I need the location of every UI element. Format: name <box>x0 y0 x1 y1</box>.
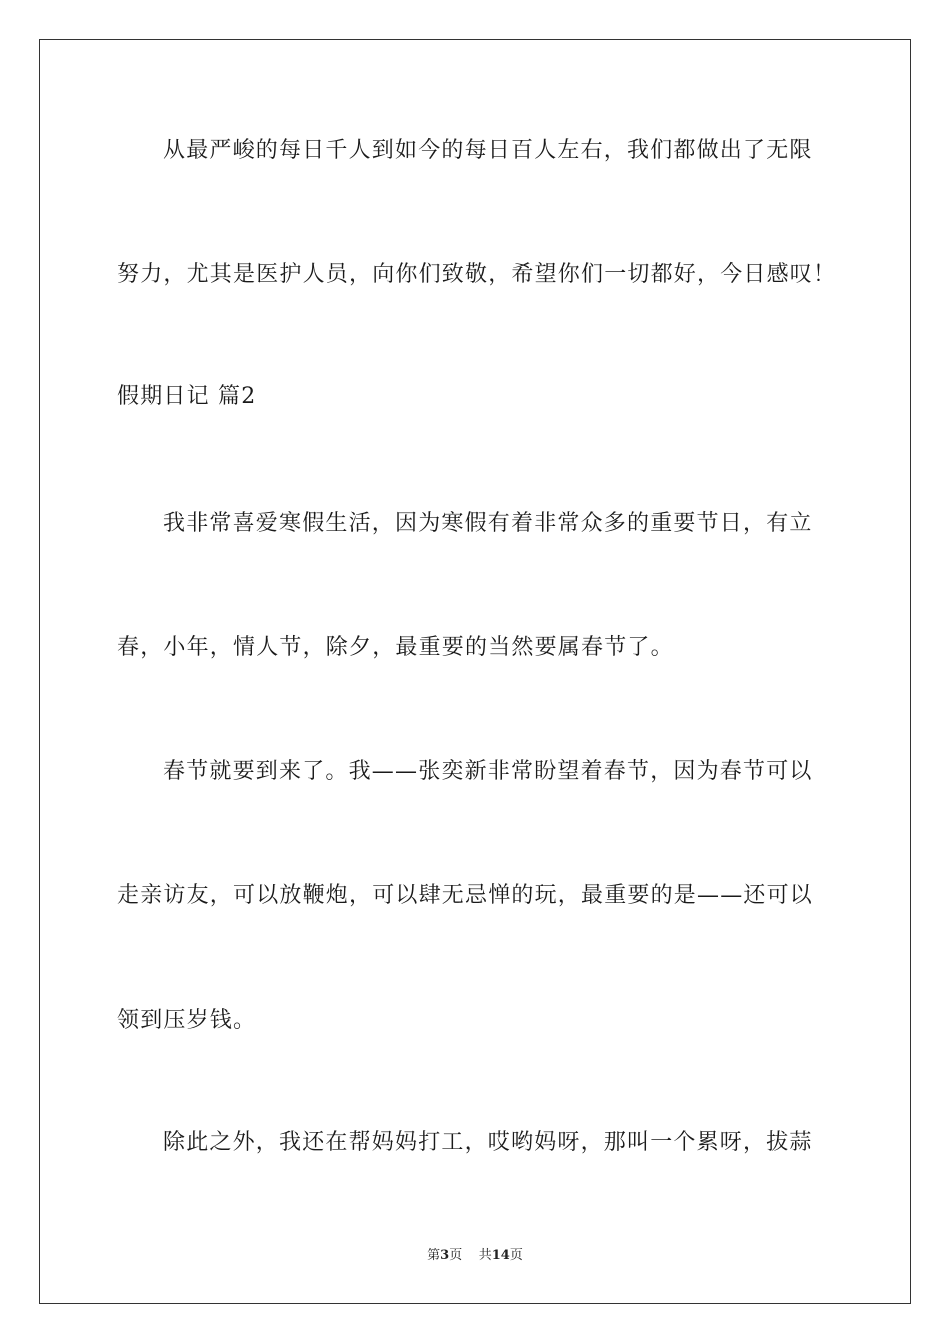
page-border <box>39 39 911 1304</box>
total-prefix: 共 <box>478 1248 492 1263</box>
total-suffix: 页 <box>509 1248 523 1263</box>
paragraph-line-4: 春，小年，情人节，除夕，最重要的当然要属春节了。 <box>117 635 674 660</box>
paragraph-line-7: 领到压岁钱。 <box>117 1008 257 1033</box>
paragraph-line-8: 除此之外，我还在帮妈妈打工，哎哟妈呀，那叫一个累呀，拔蒜 <box>163 1130 813 1155</box>
paragraph-line-1: 从最严峻的每日千人到如今的每日百人左右，我们都做出了无限 <box>163 138 813 163</box>
total-pages: 14 <box>491 1248 510 1263</box>
paragraph-line-5: 春节就要到来了。我——张奕新非常盼望着春节，因为春节可以 <box>163 759 813 784</box>
page-footer <box>0 1247 950 1265</box>
page-prefix: 第 <box>427 1248 441 1263</box>
section-heading: 假期日记 篇2 <box>117 384 257 409</box>
paragraph-line-2: 努力，尤其是医护人员，向你们致敬，希望你们一切都好，今日感叹！ <box>117 262 837 287</box>
paragraph-line-3: 我非常喜爱寒假生活，因为寒假有着非常众多的重要节日，有立 <box>163 511 813 536</box>
page-number: 3 <box>440 1248 450 1263</box>
page-suffix: 页 <box>449 1248 463 1263</box>
paragraph-line-6: 走亲访友，可以放鞭炮，可以肆无忌惮的玩，最重要的是——还可以 <box>117 883 814 908</box>
